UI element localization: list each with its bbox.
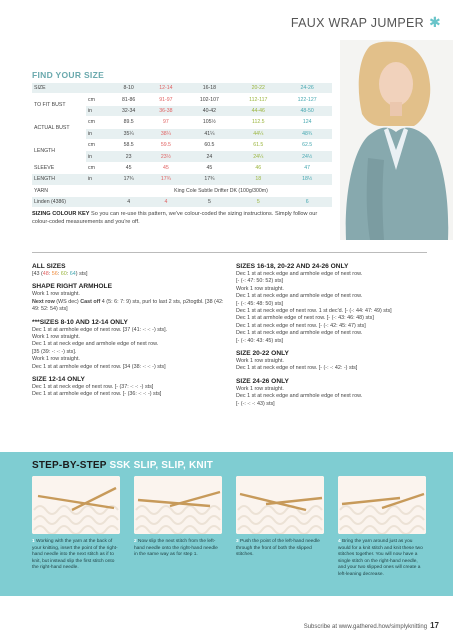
table-row: [32, 139, 332, 150]
table-cell: SIZE: [32, 83, 110, 94]
instruction-line: Dec 1 st at neck edge and armhole edge of next row.: [32, 341, 159, 348]
instruction-line: Dec 1 st at armhole edge of next row. [37 (41: -: -: -) sts].: [32, 326, 168, 333]
table-cell: 23½: [147, 151, 184, 162]
text-span: (WS dec): [54, 298, 81, 305]
table-cell: 47: [282, 162, 332, 173]
shape-armhole-heading: SHAPE RIGHT ARMHOLE: [32, 283, 112, 291]
model-photo: [340, 40, 453, 240]
all-sizes-heading: ALL SIZES: [32, 263, 66, 270]
table-cell: 20-22: [234, 83, 282, 94]
step-caption: [338, 539, 426, 578]
table-cell: Linden (4386): [32, 196, 110, 207]
instruction-line: Work 1 row straight.: [32, 334, 80, 341]
table-row: [32, 94, 332, 105]
table-cell: 112.5: [234, 117, 282, 128]
sizes-8-10-heading: ***SIZES 8-10 AND 12-14 ONLY: [32, 318, 128, 326]
table-cell: 18½: [282, 174, 332, 185]
instruction-line: [35 (39: -: -: -) sts].: [32, 348, 77, 355]
instruction-line: Dec 1 st at armhole edge of next row. [- (-: 43: 46: 48) sts]: [236, 315, 374, 322]
table-cell: 16-18: [185, 83, 235, 94]
instruction-line: [32, 299, 227, 314]
instruction-line: Dec 1 st at neck edge of next row. 1 st dec'd. [- (-: 44: 47: 49) sts]: [236, 308, 392, 315]
key-label: SIZING COLOUR KEY: [32, 211, 90, 217]
text-span: 48: [42, 271, 49, 277]
table-cell: 102-107: [185, 94, 235, 105]
instruction-line: Work 1 row straight.: [236, 285, 284, 292]
table-cell: 38¼: [147, 128, 184, 139]
table-cell: 61.5: [234, 139, 282, 150]
table-cell: 41¼: [185, 128, 235, 139]
table-cell: 17¾: [185, 174, 235, 185]
table-cell: in: [86, 151, 110, 162]
table-cell: 124: [282, 117, 332, 128]
table-cell: 45: [147, 162, 184, 173]
text-span: [43 (: [32, 271, 43, 277]
text-span: :: [57, 271, 61, 277]
table-cell: in: [86, 128, 110, 139]
table-cell: 4: [110, 196, 147, 207]
text-span: Cast off: [80, 298, 101, 305]
page-number: 17: [430, 621, 439, 630]
table-cell: 4: [147, 196, 184, 207]
table-cell: 91-97: [147, 94, 184, 105]
table-cell: 18: [234, 174, 282, 185]
step-caption: [134, 539, 222, 559]
table-cell: King Cole Subtle Drifter DK (100g/300m): [110, 185, 332, 196]
step-text: Working with the yarn at the back of your knitting, insert the point of the right-hand needle into the next stitch as if to knit, but instead slip the first stitch onto the right-hand needle.: [32, 539, 118, 570]
table-cell: 8-10: [110, 83, 147, 94]
table-row: [32, 117, 332, 128]
step-card: [134, 476, 222, 559]
table-row: [32, 185, 332, 196]
all-sizes-text: [32, 271, 227, 278]
table-cell: 5: [234, 196, 282, 207]
size-table-heading: FIND YOUR SIZE: [32, 70, 105, 80]
size-table: [32, 82, 332, 207]
table-cell: 112-117: [234, 94, 282, 105]
pattern-column-left: [32, 262, 227, 399]
table-cell: cm: [86, 139, 110, 150]
instruction-line: Dec 1 st at neck edge of next row. [- (37: -: -: -) sts]: [32, 384, 154, 391]
table-cell: ACTUAL BUST: [32, 117, 86, 140]
instruction-line: Work 1 row straight.: [236, 385, 284, 392]
text-span: 56: [51, 271, 58, 277]
table-cell: TO FIT BUST: [32, 94, 86, 117]
table-cell: 44¼: [234, 128, 282, 139]
step-caption: [32, 539, 120, 572]
footer: [304, 621, 439, 630]
instruction-line: Work 1 row straight.: [32, 356, 80, 363]
text-span: :: [66, 271, 70, 277]
instruction-line: [- (-: 40: 43: 45) sts]: [236, 337, 284, 344]
size-24-26-heading: SIZE 24-26 ONLY: [236, 377, 289, 385]
table-cell: LENGTH: [32, 139, 86, 162]
table-cell: 24½: [282, 151, 332, 162]
instruction-line: Dec 1 st at neck edge and armhole edge of next row.: [236, 271, 363, 277]
table-cell: 81-86: [110, 94, 147, 105]
instruction-line: Dec 1 st at neck edge and armhole edge of next row.: [236, 330, 363, 337]
table-cell: 59.5: [147, 139, 184, 150]
table-cell: 45: [110, 162, 147, 173]
snowflake-icon: ✱: [428, 14, 441, 30]
table-cell: 6: [282, 196, 332, 207]
step-caption: [236, 539, 324, 559]
table-cell: 60.5: [185, 139, 235, 150]
sizing-colour-key: [32, 210, 332, 226]
step-card: [32, 476, 120, 572]
divider: [32, 252, 427, 253]
step-text: Push the point of the left-hand needle through the front of both the slipped stitches.: [236, 539, 320, 557]
table-cell: 17¾: [147, 174, 184, 185]
text-span: Next row: [32, 298, 55, 305]
step-number: 1: [32, 539, 35, 544]
table-row: [32, 83, 332, 94]
instruction-line: [- (-: 47: 50: 52) sts]: [236, 278, 284, 285]
table-cell: 24: [185, 151, 235, 162]
table-cell: YARN: [32, 185, 110, 196]
table-cell: 45: [185, 162, 235, 173]
table-cell: 35¼: [110, 128, 147, 139]
knitting-photo: [338, 476, 426, 534]
table-cell: 36-38: [147, 105, 184, 116]
instruction-line: Dec 1 st at neck edge and armhole edge of next row.: [236, 393, 363, 400]
footer-link[interactable]: Subscribe at www.gathered.how/simplyknitting: [303, 624, 428, 630]
table-cell: 17¾: [110, 174, 147, 185]
table-cell: 89.5: [110, 117, 147, 128]
table-row: [32, 162, 332, 173]
table-cell: in: [86, 105, 110, 116]
table-cell: 44-46: [234, 105, 282, 116]
step-number: 4: [338, 539, 341, 544]
table-cell: 105½: [185, 117, 235, 128]
knitting-photo: [32, 476, 120, 534]
instruction-line: [- (-: -: -: 43) sts]: [236, 400, 275, 407]
size-20-22-heading: SIZE 20-22 ONLY: [236, 350, 289, 358]
table-cell: 5: [185, 196, 235, 207]
instruction-line: [- (-: 45: 48: 50) sts]: [236, 300, 284, 307]
instruction-line: Work 1 row straight.: [236, 358, 284, 365]
text-span: ) sts]: [75, 271, 88, 277]
text-span: 4 (5: 6: 7: 9) sts, purl to last 2 sts, p2togtbl. [38 (42: 49: 52: 54) sts]: [32, 298, 224, 313]
table-cell: cm: [86, 94, 110, 105]
instruction-line: Dec 1 st at neck edge of next row. [- (-: -: 42: -) sts]: [236, 365, 358, 372]
table-cell: 32-34: [110, 105, 147, 116]
table-cell: SLEEVE: [32, 162, 86, 173]
text-span: 60: [60, 271, 67, 277]
table-row: [32, 196, 332, 207]
text-span: :: [48, 271, 52, 277]
table-cell: 48-50: [282, 105, 332, 116]
step-number: 2: [134, 539, 137, 544]
step-by-step-title: [32, 460, 213, 471]
pattern-column-right: [236, 262, 436, 408]
instruction-line: Dec 1 st at neck edge and armhole edge of next row.: [236, 293, 363, 300]
step-text: Bring the yarn around just as you would for a knit stitch and knit these two stitches together. You will now have a single stitch on the right-hand needle, and your two slipped ones will create a left-leaning decrease.: [338, 539, 423, 577]
table-cell: 24-26: [282, 83, 332, 94]
table-cell: 97: [147, 117, 184, 128]
title-sub: SSK SLIP, SLIP, KNIT: [106, 460, 214, 471]
table-row: [32, 174, 332, 185]
table-cell: in: [86, 174, 110, 185]
sizes-16-18-heading: SIZES 16-18, 20-22 AND 24-26 ONLY: [236, 263, 349, 270]
table-cell: cm: [86, 162, 110, 173]
title-main: STEP-BY-STEP: [32, 460, 107, 471]
table-cell: 48¾: [282, 128, 332, 139]
table-cell: cm: [86, 117, 110, 128]
knitting-photo: [236, 476, 324, 534]
page-title-text: FAUX WRAP JUMPER: [290, 15, 424, 30]
text-span: 64: [69, 271, 76, 277]
instruction-line: Work 1 row straight.: [32, 291, 80, 298]
instruction-line: Dec 1 st at armhole edge of next row. [34 (38: -: -: -) sts]: [32, 363, 166, 370]
table-cell: LENGTH: [32, 174, 86, 185]
knitting-photo: [134, 476, 222, 534]
key-text: So you can re-use this pattern, we've colour-coded the sizing instructions. Simply follow our colour-coded measurements and you're off.: [32, 211, 318, 225]
table-cell: 46: [234, 162, 282, 173]
page-title: [291, 14, 441, 31]
table-cell: 12-14: [147, 83, 184, 94]
size-12-14-heading: SIZE 12-14 ONLY: [32, 376, 85, 384]
step-number: 3: [236, 539, 239, 544]
step-card: [236, 476, 324, 559]
step-text: Now slip the next stitch from the left-hand needle onto the right-hand needle in the same way as for step 1.: [134, 539, 218, 557]
instruction-line: Dec 1 st at armhole edge of next row. [- (36: -: -: -) sts]: [32, 391, 162, 398]
table-cell: 62.5: [282, 139, 332, 150]
instruction-line: Dec 1 st at neck edge of next row. [- (-: 42: 45: 47) sts]: [236, 322, 366, 329]
table-cell: 23: [110, 151, 147, 162]
table-cell: 58.5: [110, 139, 147, 150]
table-cell: 40-42: [185, 105, 235, 116]
table-cell: 24¼: [234, 151, 282, 162]
table-cell: 122-127: [282, 94, 332, 105]
step-card: [338, 476, 426, 578]
